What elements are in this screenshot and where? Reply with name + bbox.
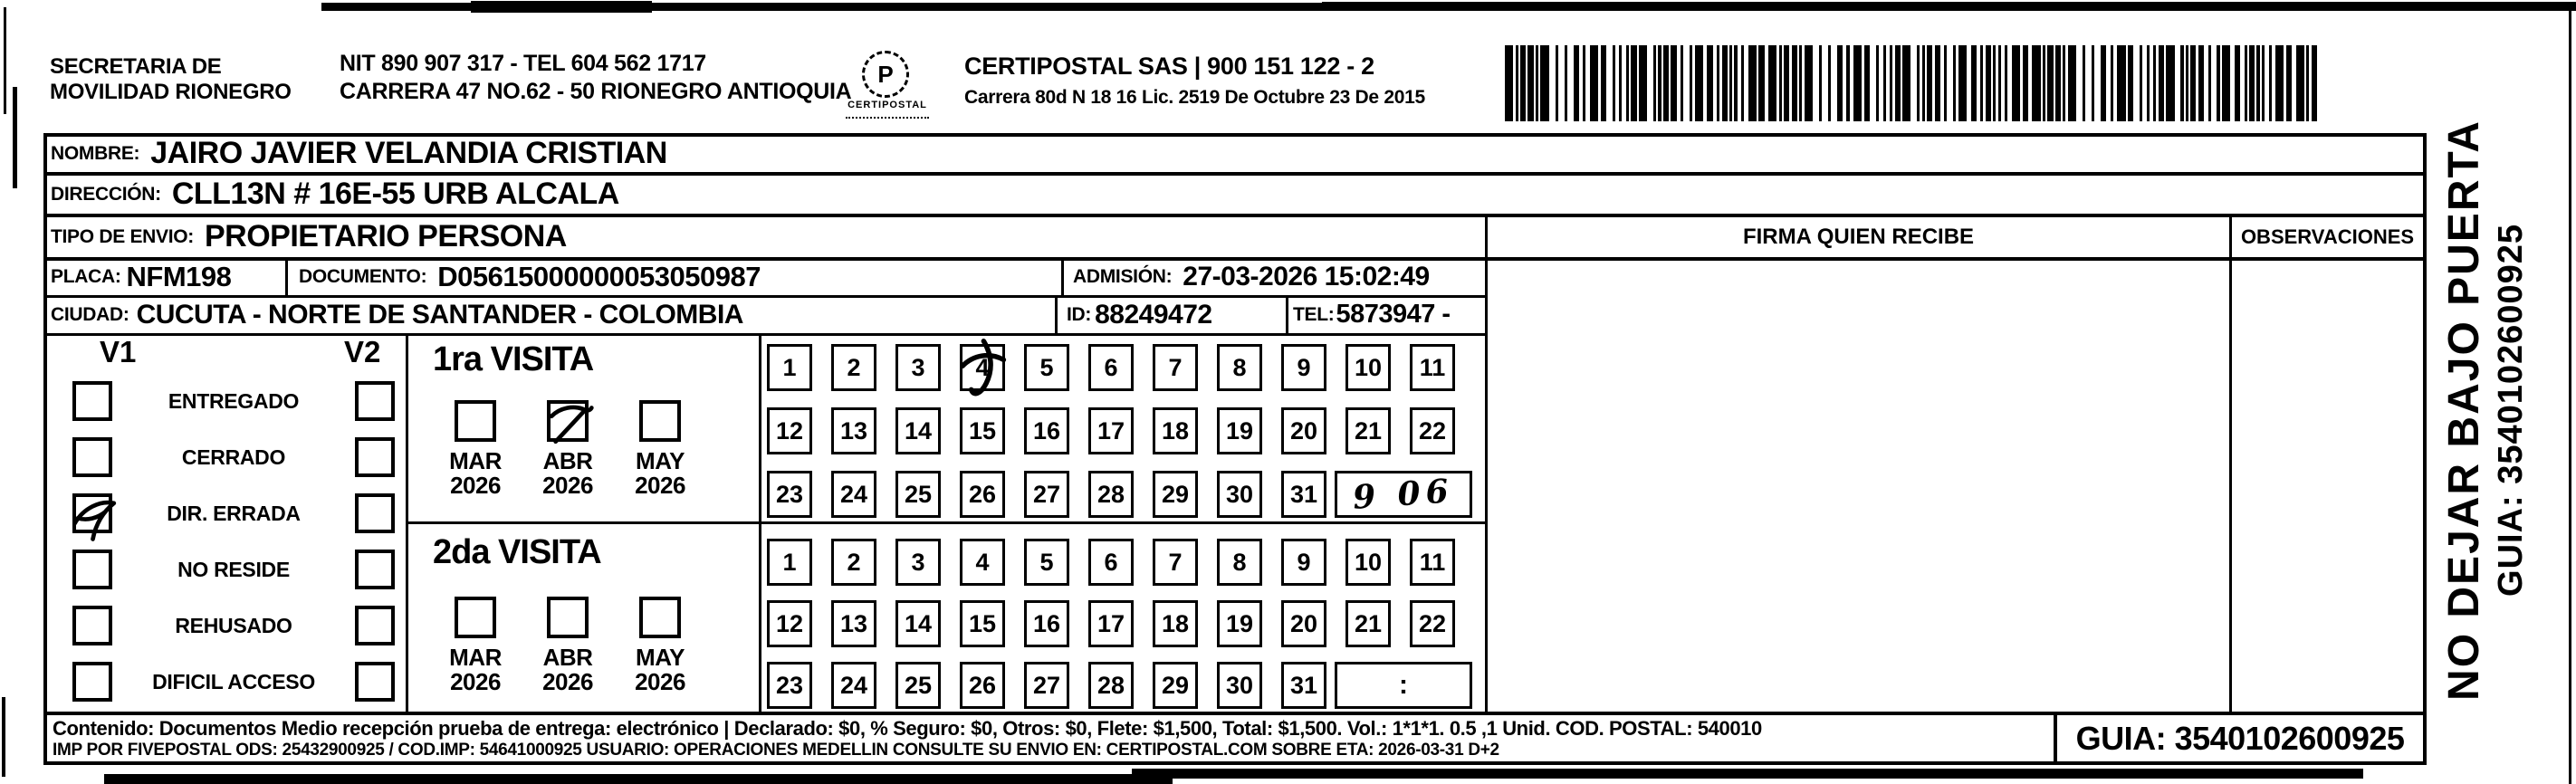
visita2-day-17: 17 bbox=[1088, 600, 1134, 647]
month-label: ABR bbox=[542, 644, 593, 671]
v1-column-header: V1 bbox=[100, 335, 137, 368]
month-label: ABR bbox=[542, 447, 593, 474]
visita1-day-4: 4 bbox=[960, 344, 1005, 391]
checkbox-v2-dificil-acceso bbox=[355, 662, 395, 702]
firma-quien-recibe-header: FIRMA QUIEN RECIBE bbox=[1742, 225, 1975, 249]
checkbox-visita1-abr bbox=[547, 400, 589, 442]
visita1-day-15: 15 bbox=[960, 407, 1005, 454]
visita1-day-26: 26 bbox=[960, 471, 1005, 518]
col-divider-status-visita bbox=[406, 333, 408, 712]
visita2-day-9: 9 bbox=[1281, 539, 1326, 586]
year-label: 2026 bbox=[450, 668, 501, 695]
month-label: MAR bbox=[449, 447, 502, 474]
certipostal-logo-tagline bbox=[846, 114, 929, 119]
year-label: 2026 bbox=[635, 668, 685, 695]
visit-status-panel bbox=[47, 333, 406, 712]
visita1-day-2: 2 bbox=[831, 344, 876, 391]
visita2-day-2: 2 bbox=[831, 539, 876, 586]
visita1-day-7: 7 bbox=[1153, 344, 1198, 391]
nombre-value: JAIRO JAVIER VELANDIA CRISTIAN bbox=[150, 136, 667, 170]
month-label: MAR bbox=[449, 644, 502, 671]
sender-name-line2: MOVILIDAD RIONEGRO bbox=[50, 80, 292, 104]
certipostal-logo-icon: P bbox=[862, 51, 909, 98]
visita1-day-3: 3 bbox=[895, 344, 941, 391]
scan-artifact-bottom bbox=[104, 774, 1173, 784]
visita1-day-1: 1 bbox=[767, 344, 812, 391]
visita2-title: 2da VISITA bbox=[433, 533, 601, 571]
ciudad-value: CUCUTA - NORTE DE SANTANDER - COLOMBIA bbox=[136, 299, 743, 330]
tipo-envio-value: PROPIETARIO PERSONA bbox=[205, 219, 567, 253]
nombre-label: NOMBRE: bbox=[51, 142, 140, 164]
documento-value: D05615000000053050987 bbox=[437, 260, 761, 292]
checkbox-v2-rehusado bbox=[355, 606, 395, 645]
visita1-day-20: 20 bbox=[1281, 407, 1326, 454]
status-row-dir-errada bbox=[47, 485, 406, 541]
handwritten-check-mark bbox=[545, 398, 596, 449]
visita2-day-4: 4 bbox=[960, 539, 1005, 586]
checkbox-visita1-may bbox=[639, 400, 681, 442]
visita2-day-10: 10 bbox=[1345, 539, 1391, 586]
col-divider-placa bbox=[285, 257, 288, 298]
id-cell bbox=[1067, 298, 1212, 331]
checkbox-visita2-may bbox=[639, 597, 681, 638]
visita1-day-27: 27 bbox=[1024, 471, 1069, 518]
visita1-day-25: 25 bbox=[895, 471, 941, 518]
id-label: ID: bbox=[1067, 303, 1092, 325]
status-row-no-reside bbox=[47, 541, 406, 598]
status-rows bbox=[47, 373, 406, 710]
scan-artifact-top3 bbox=[1322, 2, 2576, 11]
visita2-day-30: 30 bbox=[1217, 662, 1262, 709]
visita1-day-31: 31 bbox=[1281, 471, 1326, 518]
ciudad-cell bbox=[51, 298, 743, 331]
visita1-month-abr bbox=[529, 400, 607, 498]
checkbox-v1-entregado bbox=[72, 381, 112, 421]
scan-artifact-left2 bbox=[13, 87, 17, 188]
checkbox-v1-dificil-acceso bbox=[72, 662, 112, 702]
visita2-day-1: 1 bbox=[767, 539, 812, 586]
tel-value: 5873947 - bbox=[1336, 300, 1451, 329]
barcode bbox=[1505, 45, 2324, 121]
visita1-day-22: 22 bbox=[1410, 407, 1455, 454]
visita2-day-15: 15 bbox=[960, 600, 1005, 647]
visita1-calendar bbox=[761, 333, 1485, 521]
col-divider-admision bbox=[1061, 257, 1064, 298]
direccion-label: DIRECCIÓN: bbox=[51, 183, 161, 205]
status-row-cerrado bbox=[47, 429, 406, 485]
status-row-dificil-acceso bbox=[47, 654, 406, 710]
footer-contenido-line: Contenido: Documentos Medio recepción prueba de entrega: electrónico | Declarado: $0, % Seguro: $0, Otros: $0, Flete: $1,500, Total: $1,500. Vol.: 1*1*1. 0.5 ,1 Unid. COD. POSTAL: 540010 bbox=[53, 717, 1762, 740]
year-label: 2026 bbox=[635, 472, 685, 499]
visita1-day-9: 9 bbox=[1281, 344, 1326, 391]
visita2-day-8: 8 bbox=[1217, 539, 1262, 586]
visita2-day-22: 22 bbox=[1410, 600, 1455, 647]
scan-artifact-left3 bbox=[2, 697, 5, 777]
tel-label: TEL: bbox=[1293, 303, 1335, 325]
visita1-day-10: 10 bbox=[1345, 344, 1391, 391]
scan-artifact-left1 bbox=[4, 7, 6, 114]
direccion-row bbox=[51, 176, 619, 213]
visita2-day-24: 24 bbox=[831, 662, 876, 709]
status-row-rehusado bbox=[47, 598, 406, 654]
scan-artifact-bottom2 bbox=[1132, 769, 2363, 779]
visita2-panel bbox=[409, 524, 759, 712]
visita2-day-5: 5 bbox=[1024, 539, 1069, 586]
side-rotated-text bbox=[2440, 102, 2545, 718]
certipostal-logo-text: CERTIPOSTAL bbox=[847, 100, 927, 110]
company-name: CERTIPOSTAL SAS | 900 151 122 - 2 bbox=[964, 53, 1374, 80]
placa-label: PLACA: bbox=[51, 265, 121, 287]
visita2-day-20: 20 bbox=[1281, 600, 1326, 647]
month-label: MAY bbox=[636, 644, 685, 671]
visita1-title: 1ra VISITA bbox=[433, 340, 594, 378]
visita2-day-27: 27 bbox=[1024, 662, 1069, 709]
visita1-day-23: 23 bbox=[767, 471, 812, 518]
handwritten-time-note: 9 06 bbox=[1351, 472, 1456, 517]
v2-column-header: V2 bbox=[344, 335, 381, 368]
tipo-envio-label: TIPO DE ENVIO: bbox=[51, 225, 194, 247]
checkbox-v2-no-reside bbox=[355, 550, 395, 589]
visita2-day-25: 25 bbox=[895, 662, 941, 709]
visita2-day-21: 21 bbox=[1345, 600, 1391, 647]
visita2-day-14: 14 bbox=[895, 600, 941, 647]
sender-name-line1: SECRETARIA DE bbox=[50, 54, 222, 79]
status-label-no-reside: NO RESIDE bbox=[177, 557, 290, 581]
visita2-day-23: 23 bbox=[767, 662, 812, 709]
visita1-day-8: 8 bbox=[1217, 344, 1262, 391]
visita2-month-may bbox=[621, 597, 699, 694]
visita2-day-16: 16 bbox=[1024, 600, 1069, 647]
visita2-day-3: 3 bbox=[895, 539, 941, 586]
visita2-day-19: 19 bbox=[1217, 600, 1262, 647]
visita1-day-13: 13 bbox=[831, 407, 876, 454]
ciudad-label: CIUDAD: bbox=[51, 303, 129, 325]
visita2-day-28: 28 bbox=[1088, 662, 1134, 709]
sender-address: CARRERA 47 NO.62 - 50 RIONEGRO ANTIOQUIA bbox=[340, 79, 852, 104]
visita1-day-5: 5 bbox=[1024, 344, 1069, 391]
observaciones-area bbox=[2232, 261, 2423, 712]
checkbox-v2-dir-errada bbox=[355, 493, 395, 533]
status-label-entregado: ENTREGADO bbox=[168, 388, 300, 413]
checkbox-v1-cerrado bbox=[72, 437, 112, 477]
checkbox-v2-entregado bbox=[355, 381, 395, 421]
visita2-day-7: 7 bbox=[1153, 539, 1198, 586]
checkbox-v1-dir-errada bbox=[72, 493, 112, 533]
visita1-day-18: 18 bbox=[1153, 407, 1198, 454]
documento-label: DOCUMENTO: bbox=[299, 265, 427, 287]
footer-guia-box: GUIA: 3540102600925 bbox=[2075, 719, 2405, 757]
checkbox-v1-no-reside bbox=[72, 550, 112, 589]
placa-cell bbox=[51, 260, 231, 293]
id-value: 88249472 bbox=[1095, 299, 1212, 330]
company-address: Carrera 80d N 18 16 Lic. 2519 De Octubre 23 De 2015 bbox=[964, 87, 1425, 108]
status-label-dir-errada: DIR. ERRADA bbox=[167, 501, 301, 525]
year-label: 2026 bbox=[542, 472, 593, 499]
visita2-day-6: 6 bbox=[1088, 539, 1134, 586]
table-border-right bbox=[2423, 133, 2427, 765]
visita2-calendar bbox=[761, 524, 1485, 712]
col-divider-id bbox=[1055, 295, 1058, 336]
no-dejar-bajo-puerta-warning: NO DEJAR BAJO PUERTA bbox=[2440, 120, 2488, 701]
visita1-month-may bbox=[621, 400, 699, 498]
visita1-day-29: 29 bbox=[1153, 471, 1198, 518]
visita2-month-mar bbox=[436, 597, 514, 694]
tipo-envio-row bbox=[51, 218, 567, 255]
table-border-bottom bbox=[43, 761, 2427, 765]
visita1-day-6: 6 bbox=[1088, 344, 1134, 391]
visita1-day-19: 19 bbox=[1217, 407, 1262, 454]
year-label: 2026 bbox=[450, 472, 501, 499]
checkbox-visita2-mar bbox=[455, 597, 496, 638]
status-label-cerrado: CERRADO bbox=[181, 445, 286, 469]
admision-value: 27-03-2026 15:02:49 bbox=[1183, 261, 1430, 292]
visita1-day-28: 28 bbox=[1088, 471, 1134, 518]
visita1-time-box bbox=[1335, 471, 1472, 518]
visita2-day-13: 13 bbox=[831, 600, 876, 647]
visita2-day-31: 31 bbox=[1281, 662, 1326, 709]
year-label: 2026 bbox=[542, 668, 593, 695]
visita1-day-21: 21 bbox=[1345, 407, 1391, 454]
time-colon: : bbox=[1399, 670, 1408, 700]
visita2-day-29: 29 bbox=[1153, 662, 1198, 709]
visita2-day-18: 18 bbox=[1153, 600, 1198, 647]
scan-artifact-right bbox=[2569, 11, 2571, 784]
visita1-day-30: 30 bbox=[1217, 471, 1262, 518]
visita2-day-12: 12 bbox=[767, 600, 812, 647]
checkbox-visita1-mar bbox=[455, 400, 496, 442]
visita1-months bbox=[436, 400, 699, 498]
checkbox-v2-cerrado bbox=[355, 437, 395, 477]
visita2-time-box bbox=[1335, 662, 1472, 709]
direccion-value: CLL13N # 16E-55 URB ALCALA bbox=[171, 177, 619, 211]
status-row-entregado bbox=[47, 373, 406, 429]
footer-imp-line: IMP POR FIVEPOSTAL ODS: 25432900925 / COD.IMP: 54641000925 USUARIO: OPERACIONES MEDELLIN CONSULTE SU ENVIO EN: CERTIPOSTAL.COM SOBRE ETA: 2026-03-31 D+2 bbox=[53, 741, 1499, 760]
admision-label: ADMISIÓN: bbox=[1073, 265, 1173, 287]
tel-cell bbox=[1293, 298, 1451, 331]
status-label-rehusado: REHUSADO bbox=[175, 613, 292, 637]
documento-cell bbox=[299, 260, 761, 293]
sender-nit-tel: NIT 890 907 317 - TEL 604 562 1717 bbox=[340, 51, 706, 76]
month-label: MAY bbox=[636, 447, 685, 474]
visita2-day-26: 26 bbox=[960, 662, 1005, 709]
visita1-month-mar bbox=[436, 400, 514, 498]
visita1-day-12: 12 bbox=[767, 407, 812, 454]
visita1-day-24: 24 bbox=[831, 471, 876, 518]
side-guia-number: GUIA: 3540102600925 bbox=[2492, 224, 2530, 597]
admision-cell bbox=[1073, 260, 1430, 293]
visita1-panel bbox=[409, 333, 759, 521]
status-label-dificil-acceso: DIFICIL ACCESO bbox=[152, 669, 315, 693]
visita1-day-16: 16 bbox=[1024, 407, 1069, 454]
checkbox-v1-rehusado bbox=[72, 606, 112, 645]
checkbox-visita2-abr bbox=[547, 597, 589, 638]
visita2-month-abr bbox=[529, 597, 607, 694]
visita2-months bbox=[436, 597, 699, 694]
visita2-day-11: 11 bbox=[1410, 539, 1455, 586]
nombre-row bbox=[51, 135, 667, 172]
scan-artifact-top2 bbox=[471, 1, 652, 13]
visita1-day-14: 14 bbox=[895, 407, 941, 454]
firma-area bbox=[1488, 261, 2229, 712]
visita1-day-11: 11 bbox=[1410, 344, 1455, 391]
col-divider-tel bbox=[1286, 295, 1288, 336]
observaciones-header: OBSERVACIONES bbox=[2240, 225, 2415, 248]
visita1-day-17: 17 bbox=[1088, 407, 1134, 454]
placa-value: NFM198 bbox=[126, 260, 232, 292]
